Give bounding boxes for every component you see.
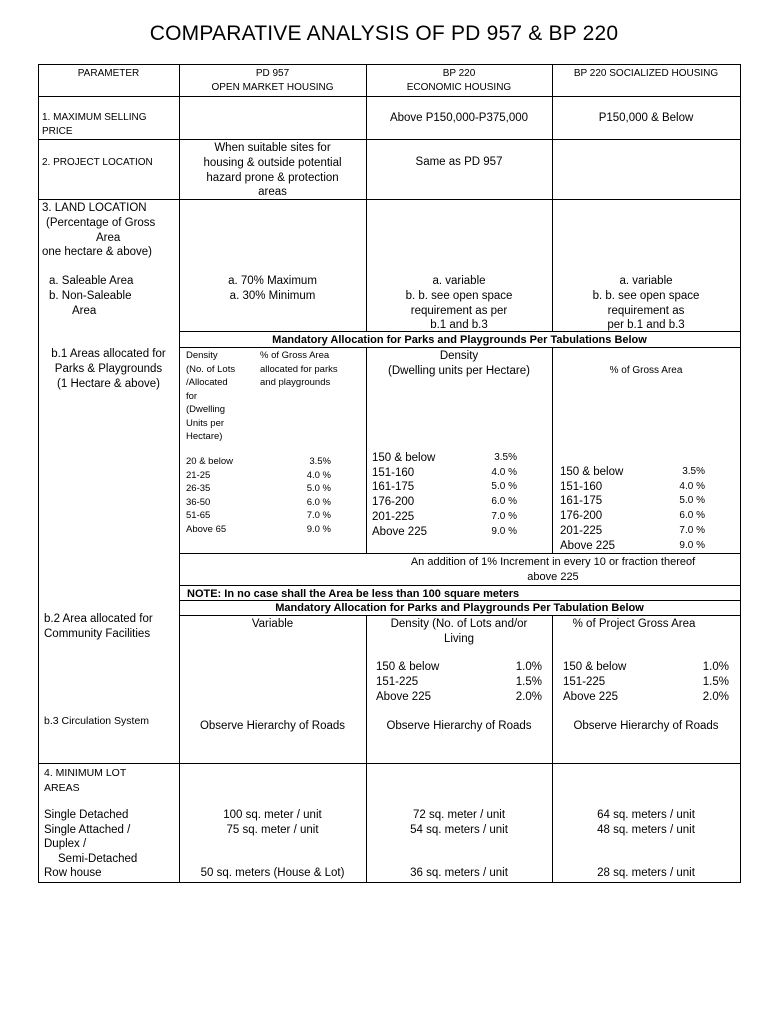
row3-param-line3: Area	[96, 231, 121, 244]
percent-cell: 3.5%	[682, 466, 705, 477]
percent-cell: 2.0%	[702, 691, 729, 703]
density-cell: Above 225	[560, 539, 615, 552]
table-row	[560, 524, 705, 539]
table-row	[563, 690, 729, 705]
percent-cell: 1.5%	[702, 676, 729, 688]
density-cell: 20 & below	[186, 456, 234, 467]
row4-parameter	[44, 766, 179, 795]
b1-pd957-head-left-line1: Density	[186, 350, 218, 361]
b1-parameter	[38, 347, 179, 391]
row4-param-line2: AREAS	[44, 781, 80, 794]
row3-bp220e-line1: a. variable	[432, 275, 486, 287]
table-row	[376, 660, 542, 675]
row2-pd957-line1: When suitable sites for	[214, 142, 331, 154]
row3-bp220s-line2: b. b. see open space	[592, 289, 700, 302]
density-cell: 176-200	[560, 510, 603, 523]
b2-param-line2: Community Facilities	[44, 628, 151, 640]
row2-pd957-line3: hazard prone & protection	[206, 171, 339, 184]
b1-pd957-head-left-line6: Units per	[186, 417, 225, 429]
row3-nonsaleable-label: b. Non-Saleable	[49, 289, 132, 302]
percent-cell: 3.5%	[309, 456, 331, 467]
density-cell: 150 & below	[560, 466, 624, 478]
percent-cell: 9.0 %	[679, 539, 705, 551]
row3-bp220e-line2: b. b. see open space	[405, 289, 513, 302]
row4-pd957	[179, 808, 366, 837]
density-cell: 201-225	[560, 524, 603, 537]
table-row	[560, 465, 705, 480]
percent-cell: 9.0 %	[491, 525, 517, 537]
percent-cell: 1.0%	[702, 661, 729, 673]
b1-pd957-head-right-line2: allocated for parks	[260, 363, 338, 375]
row4-label-semi-detached: Semi-Detached	[58, 852, 138, 865]
percent-cell: 3.5%	[494, 452, 517, 463]
b1-minimum-area-note: NOTE: In no case shall the Area be less than 100 square meters	[187, 588, 520, 600]
row3-bp220e-line4: b.1 and b.3	[430, 319, 488, 332]
row3-pd957-line1: a. 70% Maximum	[228, 275, 317, 287]
density-cell: 151-160	[372, 466, 415, 479]
density-cell: 151-160	[560, 480, 603, 493]
header-pd957-title: PD 957	[255, 68, 290, 79]
b1-bp220e-table	[372, 451, 517, 539]
b2-param-line1: b.2 Area allocated for	[44, 613, 153, 625]
table-row	[563, 675, 729, 690]
header-bp220-socialized: BP 220 SOCIALIZED HOUSING	[573, 68, 719, 79]
b2-bp220e-head-line2: Living	[443, 632, 475, 645]
density-cell: Above 225	[372, 525, 427, 538]
b1-pd957-head-left	[186, 349, 258, 444]
b3-bp220s: Observe Hierarchy of Roads	[573, 720, 719, 732]
row2-bp220e: Same as PD 957	[415, 156, 503, 168]
density-cell: Above 65	[186, 523, 227, 535]
density-cell: 51-65	[186, 510, 211, 521]
percent-cell: 1.5%	[515, 676, 542, 688]
b2-bp220s-table	[563, 660, 729, 705]
row3-pd957	[179, 274, 366, 304]
header-pd957	[179, 67, 366, 94]
b2-bp220e-table	[376, 660, 542, 705]
density-cell: 151-225	[376, 676, 419, 688]
row3-bp220e	[366, 274, 552, 333]
row3-param-line4: one hectare & above)	[42, 246, 152, 259]
b1-pd957-head-left-line4: for	[186, 390, 198, 402]
row4-bp220s-single-detached: 64 sq. meters / unit	[597, 809, 695, 821]
table-row	[372, 495, 517, 510]
b1-param-line1: b.1 Areas allocated for	[51, 348, 166, 360]
page-title: COMPARATIVE ANALYSIS OF PD 957 & BP 220	[149, 22, 619, 45]
b1-addition-line1: An addition of 1% Increment in every 10 or fraction thereof	[410, 556, 696, 568]
density-cell: 21-25	[186, 469, 211, 481]
row3-bp220s-line1: a. variable	[619, 275, 673, 287]
row4-bp220s-row-house: 28 sq. meters / unit	[597, 867, 695, 879]
row4-pd957-single-detached: 100 sq. meter / unit	[223, 809, 322, 821]
density-cell: Above 225	[376, 691, 431, 703]
b1-pd957-head-right-line1: % of Gross Area	[260, 350, 330, 361]
percent-cell: 7.0 %	[491, 510, 517, 522]
percent-cell: 4.0 %	[491, 466, 517, 478]
table-row	[560, 494, 705, 509]
b2-bp220e-head	[366, 617, 552, 646]
header-bp220e-subtitle: ECONOMIC HOUSING	[406, 81, 512, 93]
header-parameter: PARAMETER	[77, 68, 140, 79]
header-bp220e-title: BP 220	[442, 68, 476, 79]
percent-cell: 6.0 %	[491, 496, 517, 508]
percent-cell: 1.0%	[515, 661, 542, 673]
row4-label-single-attached: Single Attached /	[44, 823, 131, 836]
row4-label-row-house: Row house	[44, 867, 102, 880]
density-cell: 161-175	[372, 481, 415, 494]
row3-bp220s	[552, 274, 740, 333]
row4-pd957-single-attached: 75 sq. meter / unit	[226, 823, 319, 836]
table-row	[563, 660, 729, 675]
b1-banner: Mandatory Allocation for Parks and Playgrounds Per Tabulations Below	[272, 334, 647, 346]
table-row	[376, 690, 542, 705]
row3-param-line2: (Percentage of Gross	[46, 216, 156, 229]
b1-addition-line2: above 225	[527, 570, 579, 583]
b1-pd957-head-right-line3: and playgrounds	[260, 377, 331, 388]
b1-param-line2: Parks & Playgrounds	[54, 362, 163, 375]
table-row	[372, 525, 517, 540]
row4-bp220e-single-attached: 54 sq. meters / unit	[410, 823, 508, 836]
density-cell: 26-35	[186, 483, 211, 494]
density-cell: 176-200	[372, 496, 415, 509]
b2-pd957: Variable	[251, 618, 294, 630]
density-cell: 151-225	[563, 676, 606, 688]
row3-saleable-label: a. Saleable Area	[49, 275, 134, 287]
row3-pd957-line2: a. 30% Minimum	[229, 289, 316, 302]
b2-bp220s-head: % of Project Gross Area	[572, 618, 696, 630]
row3-bp220e-line3: requirement as per	[410, 304, 508, 317]
b1-pd957-table	[186, 455, 331, 536]
density-cell: 36-50	[186, 496, 211, 508]
table-row	[372, 451, 517, 466]
row4-bp220s-single-attached: 48 sq. meters / unit	[597, 823, 695, 836]
percent-cell: 5.0 %	[306, 483, 331, 494]
b1-pd957-head-left-line3: /Allocated	[186, 377, 228, 388]
row3-sublabels	[49, 274, 179, 318]
density-cell: Above 225	[563, 691, 618, 703]
b1-bp220s-head: % of Gross Area	[609, 365, 683, 376]
b1-addition-note	[366, 555, 740, 584]
b3-pd957: Observe Hierarchy of Roads	[199, 720, 346, 732]
percent-cell: 9.0 %	[306, 523, 331, 535]
row1-parameter	[42, 111, 179, 138]
table-row	[560, 509, 705, 524]
b1-pd957-head-left-line7: Hectare)	[186, 431, 223, 442]
row3-param-line1: 3. LAND LOCATION	[42, 202, 147, 214]
b1-bp220e-head	[366, 349, 552, 378]
percent-cell: 4.0 %	[306, 469, 331, 481]
table-row	[560, 480, 705, 495]
percent-cell: 5.0 %	[679, 495, 705, 507]
row2-parameter: 2. PROJECT LOCATION	[42, 157, 153, 168]
row1-param-line1: 1. MAXIMUM SELLING	[42, 112, 147, 123]
row4-pd957-row-house: 50 sq. meters (House & Lot)	[200, 867, 345, 879]
b1-bp220e-head-line2: (Dwelling units per Hectare)	[388, 364, 530, 377]
row4-label-duplex: Duplex /	[44, 838, 87, 851]
density-cell: 150 & below	[563, 661, 627, 673]
row4-label-single-detached: Single Detached	[44, 809, 129, 821]
row2-pd957-line2: housing & outside potential	[203, 156, 342, 169]
row4-param-line1: 4. MINIMUM LOT	[44, 767, 127, 779]
row4-bp220s	[552, 808, 740, 837]
table-row	[186, 482, 331, 496]
table-row	[560, 539, 705, 554]
row3-bp220s-line4: per b.1 and b.3	[607, 319, 685, 332]
percent-cell: 2.0%	[515, 691, 542, 703]
b1-bp220s-table	[560, 465, 705, 553]
b2-bp220e-head-line1: Density (No. of Lots and/or	[390, 618, 528, 630]
b2-banner: Mandatory Allocation for Parks and Playgrounds Per Tabulation Below	[275, 602, 644, 614]
row3-nonsaleable-label2: Area	[72, 304, 97, 317]
header-pd957-subtitle: OPEN MARKET HOUSING	[211, 81, 334, 93]
b1-pd957-head-left-line2: (No. of Lots	[186, 363, 236, 375]
b1-bp220e-head-line1: Density	[439, 350, 479, 362]
percent-cell: 7.0 %	[306, 510, 331, 521]
row4-bp220e	[366, 808, 552, 837]
table-row	[372, 466, 517, 481]
table-row	[186, 509, 331, 523]
header-bp220-economic	[366, 67, 552, 94]
table-row	[186, 496, 331, 510]
row1-bp220e: Above P150,000-P375,000	[389, 112, 529, 124]
percent-cell: 7.0 %	[679, 524, 705, 536]
table-row	[372, 510, 517, 525]
b3-bp220e: Observe Hierarchy of Roads	[386, 720, 532, 732]
density-cell: 150 & below	[376, 661, 440, 673]
density-cell: 201-225	[372, 510, 415, 523]
row1-bp220s: P150,000 & Below	[598, 112, 694, 124]
row3-parameter	[40, 201, 178, 260]
percent-cell: 5.0 %	[491, 481, 517, 493]
row1-param-line2: PRICE	[42, 125, 73, 137]
table-row	[186, 469, 331, 483]
table-row	[376, 675, 542, 690]
row4-bp220e-single-detached: 72 sq. meter / unit	[412, 809, 506, 821]
percent-cell: 6.0 %	[679, 510, 705, 522]
percent-cell: 4.0 %	[679, 480, 705, 492]
table-row	[186, 523, 331, 537]
table-row	[372, 480, 517, 495]
row4-labels	[44, 808, 179, 881]
b2-parameter	[44, 612, 179, 642]
table-row	[186, 455, 331, 469]
density-cell: 150 & below	[372, 452, 436, 464]
percent-cell: 6.0 %	[306, 496, 331, 508]
row3-bp220s-line3: requirement as	[607, 304, 685, 317]
row4-bp220e-row-house: 36 sq. meters / unit	[410, 867, 508, 879]
density-cell: 161-175	[560, 495, 603, 508]
row2-pd957-line4: areas	[258, 186, 287, 199]
b1-pd957-head-right	[260, 349, 364, 390]
b1-pd957-head-left-line5: (Dwelling	[186, 404, 226, 415]
row2-pd957	[179, 141, 366, 200]
b1-param-line3: (1 Hectare & above)	[57, 377, 160, 390]
b3-parameter: b.3 Circulation System	[44, 715, 150, 727]
